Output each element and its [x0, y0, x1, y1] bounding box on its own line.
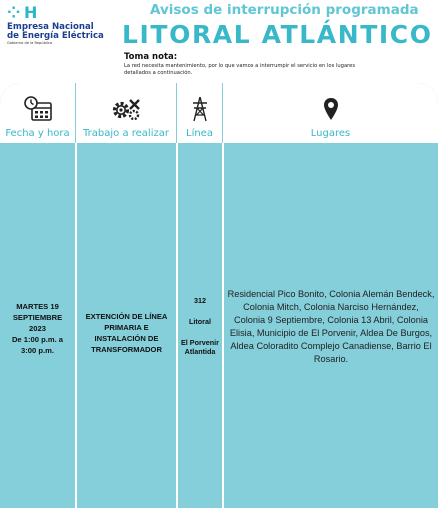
- gears-tools-icon: [110, 97, 142, 121]
- transmission-tower-icon: [191, 97, 209, 121]
- logo-name-line2: de Energía Eléctrica: [7, 31, 104, 41]
- date-cell: [0, 143, 75, 508]
- column-label-line: Línea: [186, 128, 213, 139]
- work-cell: [75, 143, 176, 508]
- places-cell: [222, 143, 438, 508]
- date-month: SEPTIEMBRE: [12, 313, 63, 322]
- logo-name-line1: Empresa Nacional: [7, 22, 94, 32]
- outage-table: [0, 83, 438, 508]
- logo-subtitle: Gobierno de la República: [7, 41, 53, 45]
- line-number: 312: [194, 296, 206, 305]
- column-header-places: [222, 83, 438, 143]
- note-text: La red necesita mantenimiento, por lo que vamos a interrumpir el servicio en los lugares detallados a continuación.: [124, 63, 356, 76]
- places-list: Residencial Pico Bonito, Colonia Alemán Bendeck, Colonia Mitch, Colonia Narciso Hernández, Colonia 9 Septiembre, Colonia 13 Abril, Colonia Elisia, Municipio de El Porvenir, Aldea De Burgos, Aldea Coloradito Complejo Canadiense, Barrio El Rosario.: [227, 289, 435, 364]
- column-header-line: [176, 83, 222, 143]
- line-cell: [176, 143, 222, 508]
- column-label-places: Lugares: [310, 128, 351, 139]
- date-weekday: MARTES 19: [16, 302, 59, 311]
- notice-title: Avisos de interrupción programada: [150, 2, 419, 18]
- region-title: LITORAL ATLÁNTICO: [122, 20, 433, 49]
- calendar-clock-icon: [23, 97, 53, 121]
- enee-logo: [7, 5, 107, 46]
- logo-mark: ⁘ H: [7, 3, 37, 22]
- date-year: 2023: [29, 324, 46, 333]
- work-description: EXTENCIÓN DE LÍNEA PRIMARIA E INSTALACIÓN DE TRANSFORMADOR: [85, 312, 168, 354]
- line-place: El Porvenir Atlantida: [181, 338, 219, 356]
- table-row: [0, 143, 438, 508]
- table-header: [0, 83, 438, 143]
- column-header-date: [0, 83, 75, 143]
- line-zone: Litoral: [189, 317, 211, 326]
- column-label-work: Trabajo a realizar: [83, 128, 169, 139]
- note-title: Toma nota:: [124, 52, 178, 62]
- column-label-date: Fecha y hora: [5, 128, 70, 139]
- time-end: 3:00 p.m.: [21, 346, 54, 355]
- map-pin-icon: [323, 97, 339, 121]
- time-start: De 1:00 p.m. a: [11, 335, 64, 344]
- column-header-work: [75, 83, 176, 143]
